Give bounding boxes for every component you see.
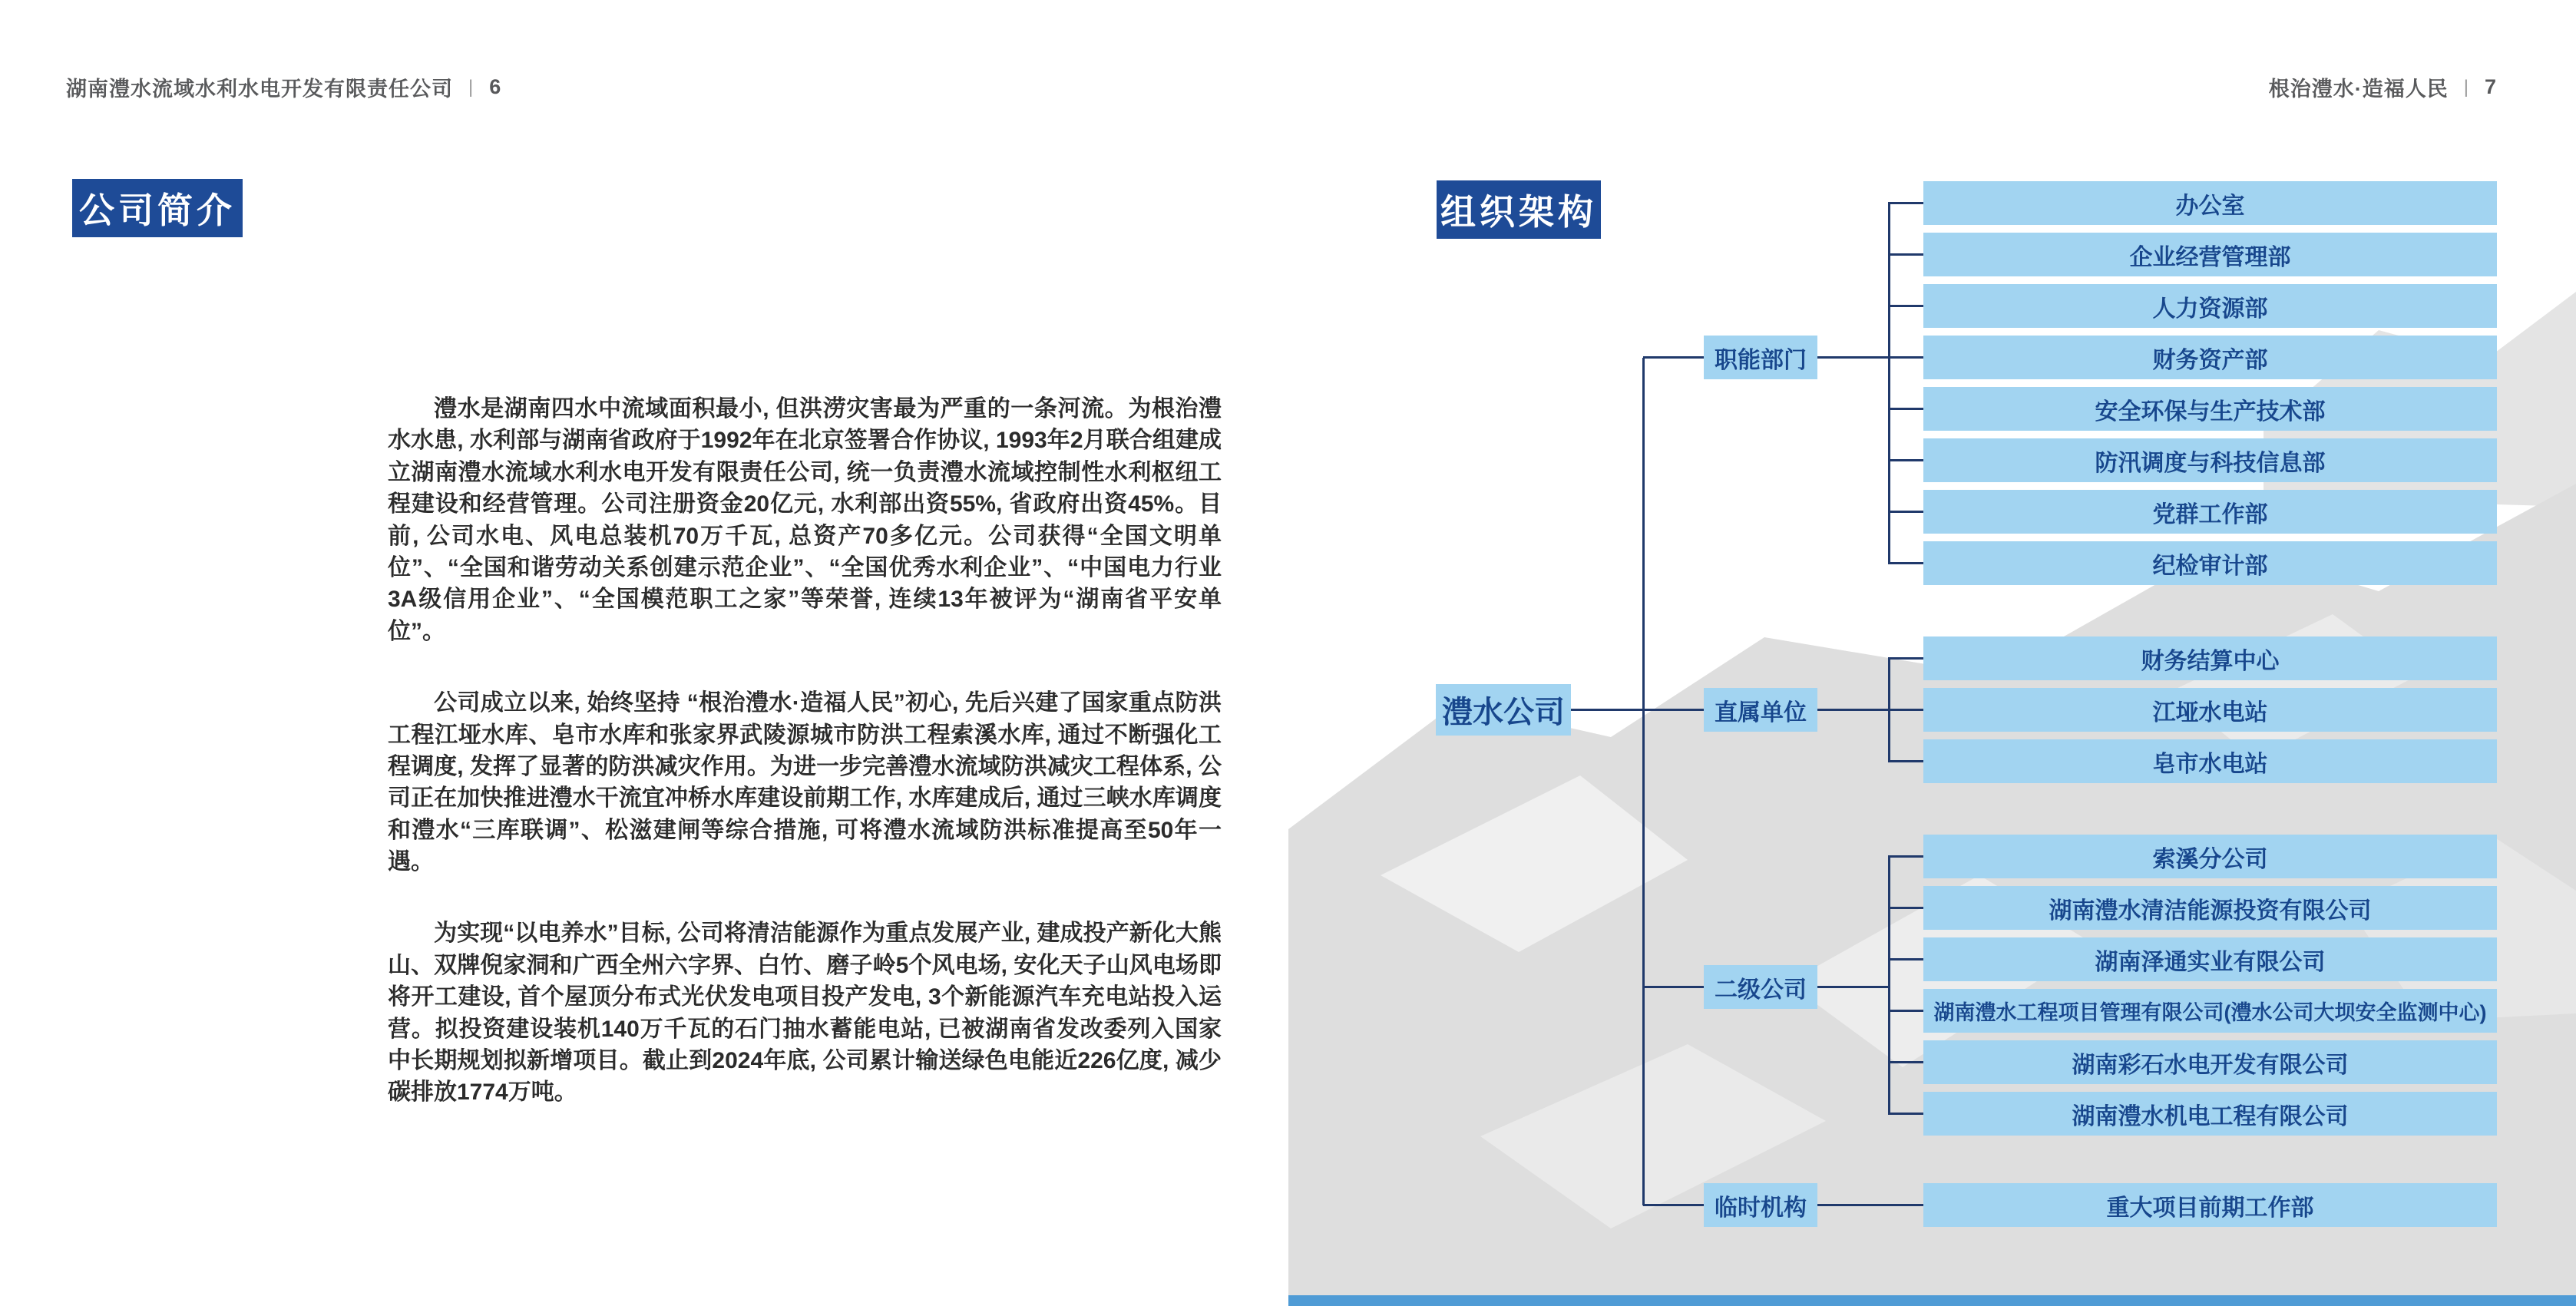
org-leaf-node: 皂市水电站 xyxy=(1923,739,2497,783)
section-title-org-structure: 组织架构 xyxy=(1437,180,1601,239)
branch-connector-line xyxy=(1643,986,1704,988)
org-branch-label: 二级公司 xyxy=(1704,965,1817,1009)
leaf-connector-line xyxy=(1889,562,1923,564)
intro-paragraph-2: 公司成立以来, 始终坚持 “根治澧水·造福人民”初心, 先后兴建了国家重点防洪工程江垭水库、皂市水库和张家界武陵源城市防洪工程索溪水库, 通过不断强化工程调度, 发挥了显著的防洪减灾作用。为进一步完善澧水流域防洪减灾工程体系, 公司正在加快推进澧水干流宜冲桥水库建设前期工作, 水库建成后, 通过三峡水库调度和澧水“三库联调”、松滋建闸等综合措施, 可将澧水流域防洪标准提高至50年一遇。 xyxy=(388,690,1222,875)
org-leaf-node: 江垭水电站 xyxy=(1923,688,2497,732)
leaf-connector-line xyxy=(1889,202,1923,204)
leaf-connector-line xyxy=(1889,958,1923,960)
branch-connector-line xyxy=(1817,356,1890,359)
org-leaf-node: 湖南澧水机电工程有限公司 xyxy=(1923,1092,2497,1136)
org-leaf-node: 财务结算中心 xyxy=(1923,636,2497,680)
leaf-connector-line xyxy=(1889,305,1923,307)
leaf-connector-line xyxy=(1889,709,1923,711)
leaf-connector-line xyxy=(1889,511,1923,513)
page-number-right: 7 xyxy=(2484,75,2497,98)
org-leaf-node: 财务资产部 xyxy=(1923,336,2497,379)
leaf-connector-line xyxy=(1889,760,1923,762)
root-connector-line xyxy=(1571,709,1643,711)
group-rail-line xyxy=(1888,855,1890,1115)
org-leaf-node: 人力资源部 xyxy=(1923,284,2497,328)
branch-connector-line xyxy=(1643,709,1704,711)
intro-paragraph-3: 为实现“以电养水”目标, 公司将清洁能源作为重点发展产业, 建成投产新化大熊山、双牌倪家洞和广西全州六字界、白竹、磨子岭5个风电场, 安化天子山风电场即将开工建设, 首个屋顶分布式光伏发电项目投产发电, 3个新能源汽车充电站投入运营。拟投资建设装机140万千瓦的石门抽水蓄能电站, 已被湖南省发改委列入国家中长期规划拟新增项目。截止到2024年底, 公司累计输送绿色电能近226亿度, 减少碳排放1774万吨。 xyxy=(388,921,1222,1106)
org-leaf-node: 索溪分公司 xyxy=(1923,835,2497,878)
leaf-connector-line xyxy=(1889,356,1923,359)
leaf-connector-line xyxy=(1889,459,1923,461)
branch-connector-line xyxy=(1817,986,1890,988)
header-separator: | xyxy=(468,76,475,98)
branch-connector-line xyxy=(1643,356,1704,359)
org-leaf-node: 办公室 xyxy=(1923,181,2497,225)
section-title-company-intro: 公司简介 xyxy=(72,179,243,237)
org-branch-label: 直属单位 xyxy=(1704,688,1817,732)
org-leaf-node: 湖南澧水工程项目管理有限公司(澧水公司大坝安全监测中心) xyxy=(1923,989,2497,1033)
bottom-accent-bar xyxy=(1288,1295,2576,1306)
intro-paragraph-1: 澧水是湖南四水中流域面积最小, 但洪涝灾害最为严重的一条河流。为根治澧水水患, 水利部与湖南省政府于1992年在北京签署合作协议, 1993年2月联合组建成立湖南澧水流域水利水电开发有限责任公司, 统一负责澧水流域控制性水利枢纽工程建设和经营管理。公司注册资金20亿元, 水利部出资55%, 省政府出资45%。目前, 公司水电、风电总装机70万千瓦, 总资产70多亿元。公司获得“全国文明单位”、“全国和谐劳动关系创建示范企业”、“全国优秀水利企业”、“中国电力行业3A级信用企业”、“全国模范职工之家”等荣誉, 连续13年被评为“湖南省平安单位”。 xyxy=(388,396,1222,644)
trunk-line xyxy=(1642,358,1645,1205)
branch-connector-line xyxy=(1817,709,1890,711)
org-root-node: 澧水公司 xyxy=(1436,684,1571,736)
branch-connector-line xyxy=(1643,1204,1704,1206)
leaf-connector-line xyxy=(1889,907,1923,909)
page-number-left: 6 xyxy=(489,75,502,98)
leaf-connector-line xyxy=(1889,657,1923,660)
company-name-header: 湖南澧水流域水利水电开发有限责任公司 xyxy=(66,78,453,101)
org-leaf-node: 湖南澧水清洁能源投资有限公司 xyxy=(1923,886,2497,930)
org-leaf-node: 重大项目前期工作部 xyxy=(1923,1183,2497,1227)
slogan-header: 根治澧水·造福人民 xyxy=(2268,78,2449,101)
leaf-connector-line xyxy=(1889,1010,1923,1012)
leaf-connector-line xyxy=(1889,408,1923,410)
org-leaf-node: 湖南泽通实业有限公司 xyxy=(1923,937,2497,981)
leaf-connector-line xyxy=(1889,1061,1923,1063)
org-leaf-node: 湖南彩石水电开发有限公司 xyxy=(1923,1040,2497,1084)
org-leaf-node: 防汛调度与科技信息部 xyxy=(1923,438,2497,482)
org-branch-label: 职能部门 xyxy=(1704,336,1817,379)
org-branch-label: 临时机构 xyxy=(1704,1183,1817,1227)
leaf-connector-line xyxy=(1889,855,1923,858)
org-leaf-node: 党群工作部 xyxy=(1923,490,2497,534)
leaf-connector-line xyxy=(1817,1204,1923,1206)
org-leaf-node: 安全环保与生产技术部 xyxy=(1923,387,2497,431)
leaf-connector-line xyxy=(1889,253,1923,256)
leaf-connector-line xyxy=(1889,1113,1923,1115)
org-leaf-node: 纪检审计部 xyxy=(1923,541,2497,585)
org-leaf-node: 企业经营管理部 xyxy=(1923,233,2497,276)
header-separator: | xyxy=(2463,76,2469,98)
